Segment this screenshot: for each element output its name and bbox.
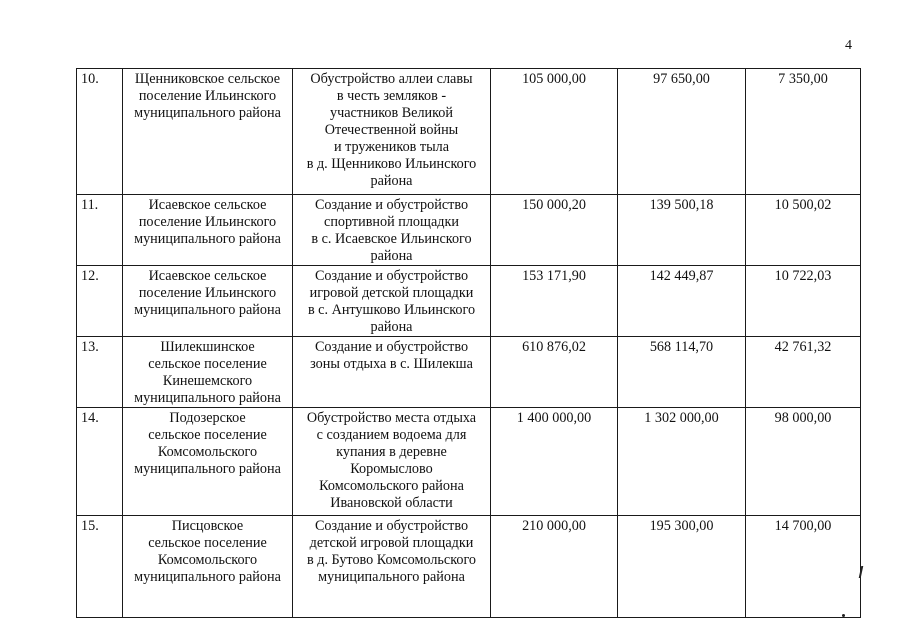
table-row [77,337,861,408]
total-amount-cell: 210 000,00 [491,516,618,618]
project-description-cell: Создание и обустройство детской игровой площадки в д. Бутово Комсомольского муниципального района [293,516,491,618]
local-amount-cell: 7 350,00 [746,69,861,195]
total-amount-cell: 150 000,20 [491,195,618,266]
table-row [77,516,861,618]
regional-amount-cell: 139 500,18 [618,195,746,266]
scan-artifact [842,614,845,617]
municipality-cell: Писцовское сельское поселение Комсомольского муниципального района [123,516,293,618]
local-amount-cell: 14 700,00 [746,516,861,618]
table-row [77,408,861,516]
row-number: 10. [77,69,123,195]
local-amount-cell: 10 722,03 [746,266,861,337]
row-number: 14. [77,408,123,516]
regional-amount-cell: 97 650,00 [618,69,746,195]
local-amount-cell: 42 761,32 [746,337,861,408]
table-row [77,266,861,337]
municipality-cell: Исаевское сельское поселение Ильинского муниципального района [123,266,293,337]
total-amount-cell: 153 171,90 [491,266,618,337]
project-description-cell: Обустройство места отдыха с созданием водоема для купания в деревне Коромыслово Комсомольского района Ивановской области [293,408,491,516]
page-number: 4 [845,38,852,53]
municipality-cell: Исаевское сельское поселение Ильинского муниципального района [123,195,293,266]
total-amount-cell: 105 000,00 [491,69,618,195]
regional-amount-cell: 195 300,00 [618,516,746,618]
project-description-cell: Создание и обустройство зоны отдыха в с. Шилекша [293,337,491,408]
municipality-cell: Подозерское сельское поселение Комсомольского муниципального района [123,408,293,516]
local-amount-cell: 10 500,02 [746,195,861,266]
row-number: 13. [77,337,123,408]
municipality-cell: Шилекшинское сельское поселение Кинешемского муниципального района [123,337,293,408]
project-description-cell: Обустройство аллеи славы в честь земляков - участников Великой Отечественной войны и тружеников тыла в д. Щенниково Ильинского района [293,69,491,195]
local-amount-cell: 98 000,00 [746,408,861,516]
total-amount-cell: 1 400 000,00 [491,408,618,516]
row-number: 15. [77,516,123,618]
table-row [77,195,861,266]
municipality-cell: Щенниковское сельское поселение Ильинского муниципального района [123,69,293,195]
regional-amount-cell: 142 449,87 [618,266,746,337]
row-number: 11. [77,195,123,266]
project-description-cell: Создание и обустройство спортивной площадки в с. Исаевское Ильинского района [293,195,491,266]
regional-amount-cell: 568 114,70 [618,337,746,408]
regional-amount-cell: 1 302 000,00 [618,408,746,516]
project-description-cell: Создание и обустройство игровой детской площадки в с. Антушково Ильинского района [293,266,491,337]
row-number: 12. [77,266,123,337]
projects-table [76,68,861,618]
total-amount-cell: 610 876,02 [491,337,618,408]
table-row [77,69,861,195]
